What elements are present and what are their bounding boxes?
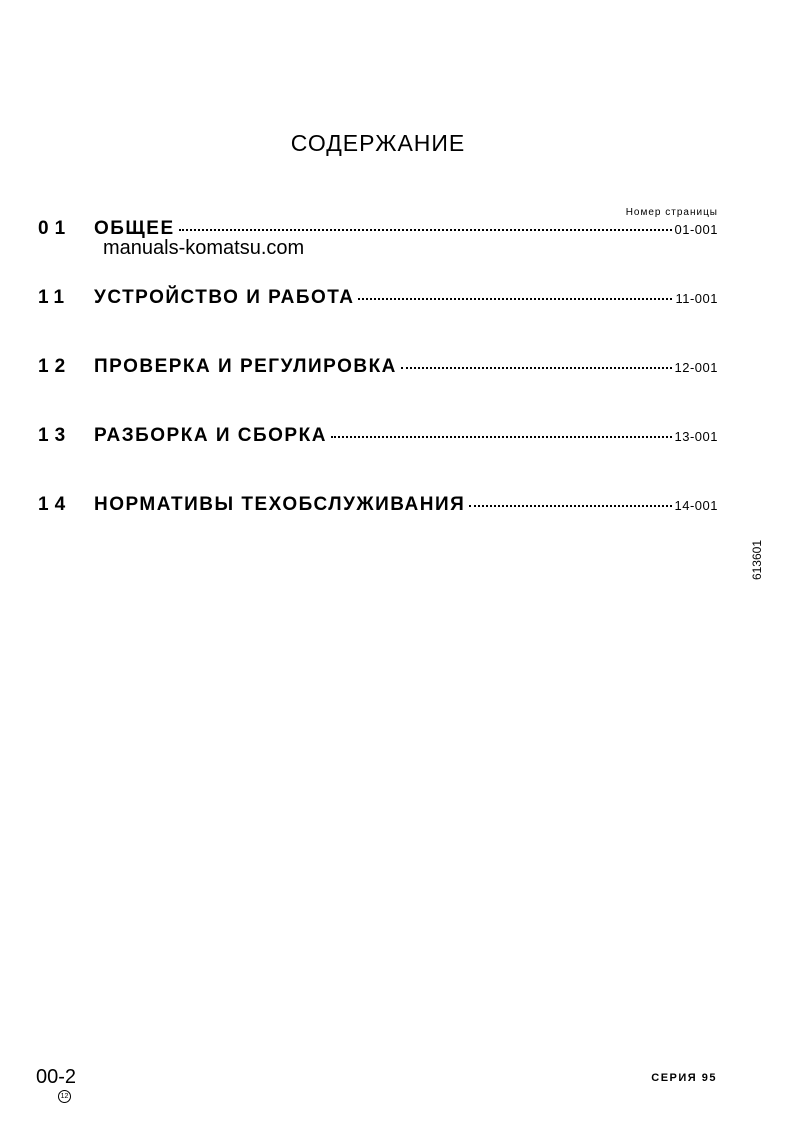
footer-series: СЕРИЯ 95: [651, 1072, 717, 1084]
toc-section-number: 11: [38, 287, 71, 308]
toc-section-number: 12: [38, 356, 72, 377]
toc-entry-12[interactable]: [38, 356, 718, 425]
toc-entry-13[interactable]: [38, 425, 718, 494]
page-number-column-header: Номер страницы: [625, 207, 718, 218]
toc-entry-14[interactable]: [38, 494, 718, 563]
toc-section-number: 01: [38, 218, 72, 239]
toc-section-title[interactable]: УСТРОЙСТВО И РАБОТА: [94, 287, 355, 308]
toc-section-title[interactable]: НОРМАТИВЫ ТЕХОБСЛУЖИВАНИЯ: [94, 494, 466, 515]
footer-page-label: 00-2: [36, 1066, 77, 1088]
revision-mark: 12: [58, 1090, 71, 1103]
watermark: manuals-komatsu.com: [103, 237, 305, 259]
toc-page-number: 11-001: [675, 291, 718, 306]
toc-leader-dots: [401, 367, 672, 369]
toc-entry-11[interactable]: [38, 287, 718, 356]
toc-page-number: 14-001: [674, 498, 718, 513]
toc-section-title[interactable]: РАЗБОРКА И СБОРКА: [94, 425, 327, 446]
toc-section-number: 13: [38, 425, 72, 446]
toc-leader-dots: [331, 436, 672, 438]
page-title: СОДЕРЖАНИЕ: [290, 130, 466, 156]
toc-section-title[interactable]: ПРОВЕРКА И РЕГУЛИРОВКА: [94, 356, 397, 377]
toc-section-number: 14: [38, 494, 72, 515]
toc-page-number: 13-001: [674, 429, 718, 444]
document-code: 613601: [750, 540, 764, 581]
toc-leader-dots: [469, 505, 671, 507]
toc-section-title[interactable]: ОБЩЕЕ: [94, 218, 175, 239]
toc-leader-dots: [358, 298, 672, 300]
toc-leader-dots: [179, 229, 672, 231]
table-of-contents: [38, 218, 718, 563]
toc-page-number: 12-001: [674, 360, 718, 375]
toc-page-number: 01-001: [674, 222, 718, 237]
